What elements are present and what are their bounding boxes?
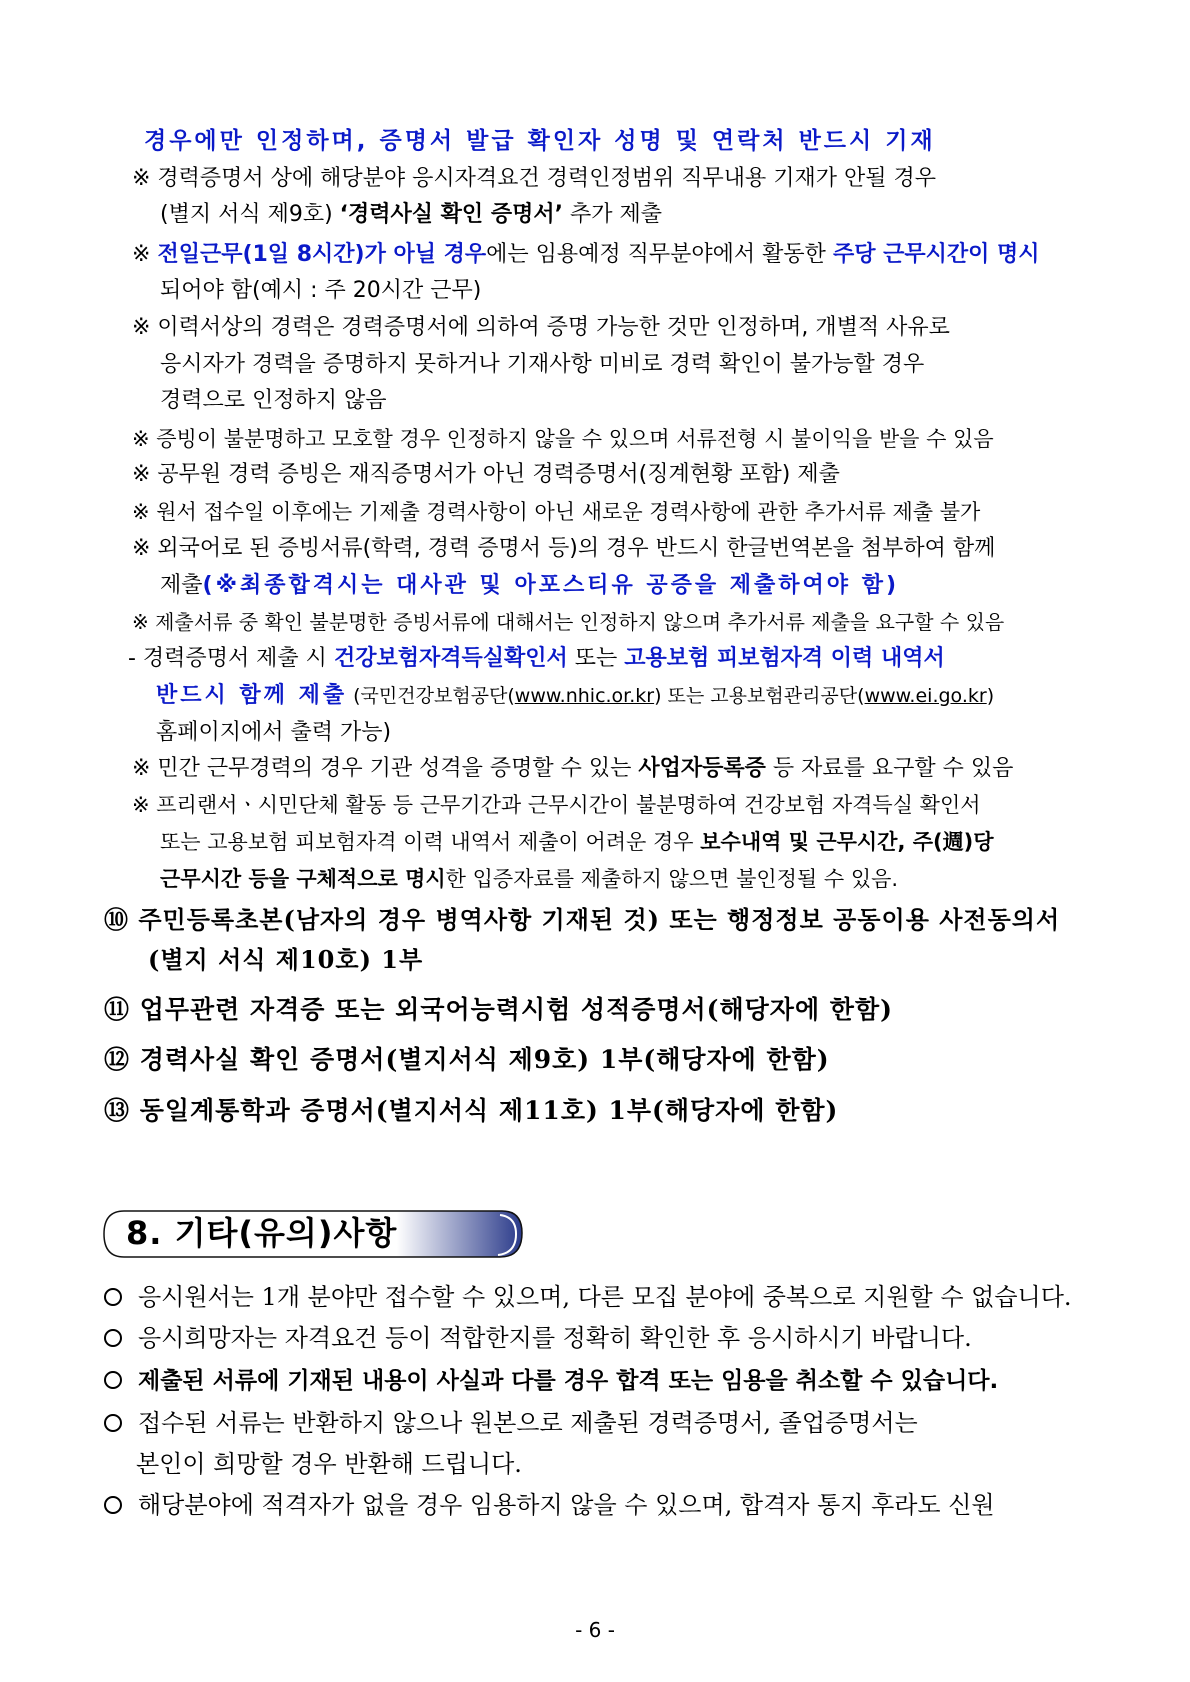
text-span: 보수내역 및 근무시간, 주(週)당 bbox=[700, 830, 994, 854]
text-line bbox=[156, 718, 1190, 748]
circle-bullet-icon bbox=[104, 1371, 122, 1389]
circle-bullet-icon bbox=[104, 1496, 122, 1514]
text-span: ※ bbox=[132, 242, 158, 267]
note-line bbox=[160, 200, 1190, 230]
circle-bullet-icon bbox=[104, 1414, 122, 1432]
note-line bbox=[160, 350, 1190, 380]
text-span: 또는 고용보험 피보험자격 이력 내역서 제출이 어려운 경우 bbox=[160, 830, 701, 854]
text-span: 또는 bbox=[567, 646, 625, 671]
text-span: 본인이 희망할 경우 반환해 드립니다. bbox=[136, 1450, 522, 1478]
text-span: (별지 서식 제9호) bbox=[160, 202, 340, 227]
numbered-item-10 bbox=[104, 905, 1190, 935]
note-line bbox=[160, 864, 1190, 894]
text-span: 해당분야에 적격자가 없을 경우 임용하지 않을 수 있으며, 합격자 통지 후라도 신원 bbox=[138, 1491, 995, 1519]
text-span: ※ 이력서상의 경력은 경력증명서에 의하여 증명 가능한 것만 인정하며, 개별적 사유로 bbox=[132, 315, 950, 340]
text-span: ) bbox=[986, 685, 995, 707]
text-span: (국민건강보험공단( bbox=[347, 685, 515, 707]
text-span: 경우에만 인정하며, 증명서 발급 확인자 성명 및 연락처 반드시 기재 bbox=[144, 128, 936, 154]
page-number: - 6 - bbox=[575, 1618, 615, 1642]
note-line bbox=[132, 534, 1190, 564]
text-span: 전일근무(1일 8시간)가 아닐 경우 bbox=[157, 242, 487, 267]
note-line bbox=[132, 313, 1190, 343]
text-span: 한 입증자료를 제출하지 않으면 불인정될 수 있음. bbox=[445, 867, 899, 891]
text-span: 에는 임용예정 직무분야에서 활동한 bbox=[486, 242, 833, 267]
text-span: ※ 원서 접수일 이후에는 기제출 경력사항이 아닌 새로운 경력사항에 관한 추가서류 제출 불가 bbox=[132, 500, 981, 524]
text-line bbox=[144, 126, 1190, 156]
note-line bbox=[160, 386, 1190, 416]
numbered-item-13 bbox=[104, 1096, 1190, 1126]
text-span: ※ 프리랜서ㆍ시민단체 활동 등 근무기간과 근무시간이 불분명하여 건강보험 자격득실 확인서 bbox=[132, 793, 981, 817]
note-line bbox=[132, 424, 1190, 454]
text-span: ⑩ 주민등록초본(남자의 경우 병역사항 기재된 것) 또는 행정정보 공동이용 사전동의서 bbox=[104, 905, 1061, 934]
circle-bullet-icon bbox=[104, 1288, 122, 1306]
note-line bbox=[132, 460, 1190, 490]
bullet-item bbox=[104, 1408, 1190, 1438]
section-heading-box bbox=[102, 1209, 526, 1257]
note-line bbox=[132, 790, 1190, 820]
text-span: 등 자료를 요구할 수 있음 bbox=[765, 756, 1014, 781]
text-span: 근무시간 등을 구체적으로 명시 bbox=[160, 867, 446, 891]
text-span: ) 또는 고용보험관리공단( bbox=[654, 685, 865, 707]
numbered-item-11 bbox=[104, 995, 1190, 1025]
text-span: 경력으로 인정하지 않음 bbox=[160, 388, 387, 413]
text-span: 응시자가 경력을 증명하지 못하거나 기재사항 미비로 경력 확인이 불가능할 경우 bbox=[160, 352, 925, 377]
note-line bbox=[160, 276, 1190, 306]
text-span: 고용보험 피보험자격 이력 내역서 bbox=[624, 646, 945, 671]
text-span: 제출된 서류에 기재된 내용이 사실과 다를 경우 합격 또는 임용을 취소할 수 있습니다. bbox=[138, 1368, 999, 1394]
text-span: 건강보험자격득실확인서 bbox=[333, 646, 568, 671]
text-span: ※ 경력증명서 상에 해당분야 응시자격요건 경력인정범위 직무내용 기재가 안될 경우 bbox=[132, 166, 936, 191]
text-span: ※ 외국어로 된 증빙서류(학력, 경력 증명서 등)의 경우 반드시 한글번역본을 첨부하여 함께 bbox=[132, 536, 996, 561]
text-span: ⑪ 업무관련 자격증 또는 외국어능력시험 성적증명서(해당자에 한함) bbox=[104, 995, 893, 1024]
text-span: 응시원서는 1개 분야만 접수할 수 있으며, 다른 모집 분야에 중복으로 지원할 수 없습니다. bbox=[138, 1283, 1072, 1311]
text-span: ‘경력사실 확인 증명서’ bbox=[339, 202, 563, 227]
bullet-item bbox=[104, 1282, 1190, 1312]
text-span: ※ 민간 근무경력의 경우 기관 성격을 증명할 수 있는 bbox=[132, 756, 639, 781]
bullet-item bbox=[104, 1366, 1190, 1396]
text-span: ⑫ 경력사실 확인 증명서(별지서식 제9호) 1부(해당자에 한함) bbox=[104, 1045, 830, 1074]
text-span: 되어야 함(예시 : 주 20시간 근무) bbox=[160, 278, 482, 303]
note-line bbox=[160, 571, 1190, 601]
note-line bbox=[132, 240, 1190, 270]
text-span: 주당 근무시간이 명시 bbox=[832, 242, 1040, 267]
text-span: ⑬ 동일계통학과 증명서(별지서식 제11호) 1부(해당자에 한함) bbox=[104, 1096, 839, 1125]
bullet-item bbox=[104, 1323, 1190, 1353]
note-line bbox=[132, 607, 1190, 637]
text-span: (별지 서식 제10호) 1부 bbox=[148, 945, 424, 974]
link-text: www.nhic.or.kr bbox=[514, 685, 655, 707]
text-span: 사업자등록증 bbox=[638, 756, 766, 781]
text-span: (※최종합격시는 대사관 및 아포스티유 공증을 제출하여야 함) bbox=[202, 573, 900, 598]
text-span: ※ 제출서류 중 확인 불분명한 증빙서류에 대해서는 인정하지 않으며 추가서류 제출을 요구할 수 있음 bbox=[132, 610, 1005, 634]
note-line bbox=[132, 754, 1190, 784]
text-line bbox=[128, 644, 1190, 674]
text-span: 홈페이지에서 출력 가능) bbox=[156, 720, 392, 745]
text-span: 제출 bbox=[160, 573, 203, 598]
text-span: ※ 증빙이 불분명하고 모호할 경우 인정하지 않을 수 있으며 서류전형 시 불이익을 받을 수 있음 bbox=[132, 427, 994, 451]
text-span: - 경력증명서 제출 시 bbox=[128, 646, 334, 671]
circle-bullet-icon bbox=[104, 1329, 122, 1347]
text-span: 접수된 서류는 반환하지 않으나 원본으로 제출된 경력증명서, 졸업증명서는 bbox=[138, 1409, 918, 1437]
text-span: 응시희망자는 자격요건 등이 적합한지를 정확히 확인한 후 응시하시기 바랍니다. bbox=[138, 1324, 972, 1352]
text-span: 반드시 함께 제출 bbox=[156, 683, 348, 708]
note-line bbox=[160, 827, 1190, 857]
numbered-item-12 bbox=[104, 1045, 1190, 1075]
text-span: 추가 제출 bbox=[562, 202, 662, 227]
numbered-item-10-cont bbox=[148, 945, 1190, 975]
link-text: www.ei.go.kr bbox=[864, 685, 987, 707]
text-line bbox=[156, 681, 1190, 711]
bullet-item-cont bbox=[136, 1449, 1190, 1479]
text-span: ※ 공무원 경력 증빙은 재직증명서가 아닌 경력증명서(징계현황 포함) 제출 bbox=[132, 462, 840, 487]
note-line bbox=[132, 497, 1190, 527]
note-line bbox=[132, 164, 1190, 194]
section-title: 8. 기타(유의)사항 bbox=[126, 1214, 398, 1252]
bullet-item bbox=[104, 1490, 1190, 1520]
